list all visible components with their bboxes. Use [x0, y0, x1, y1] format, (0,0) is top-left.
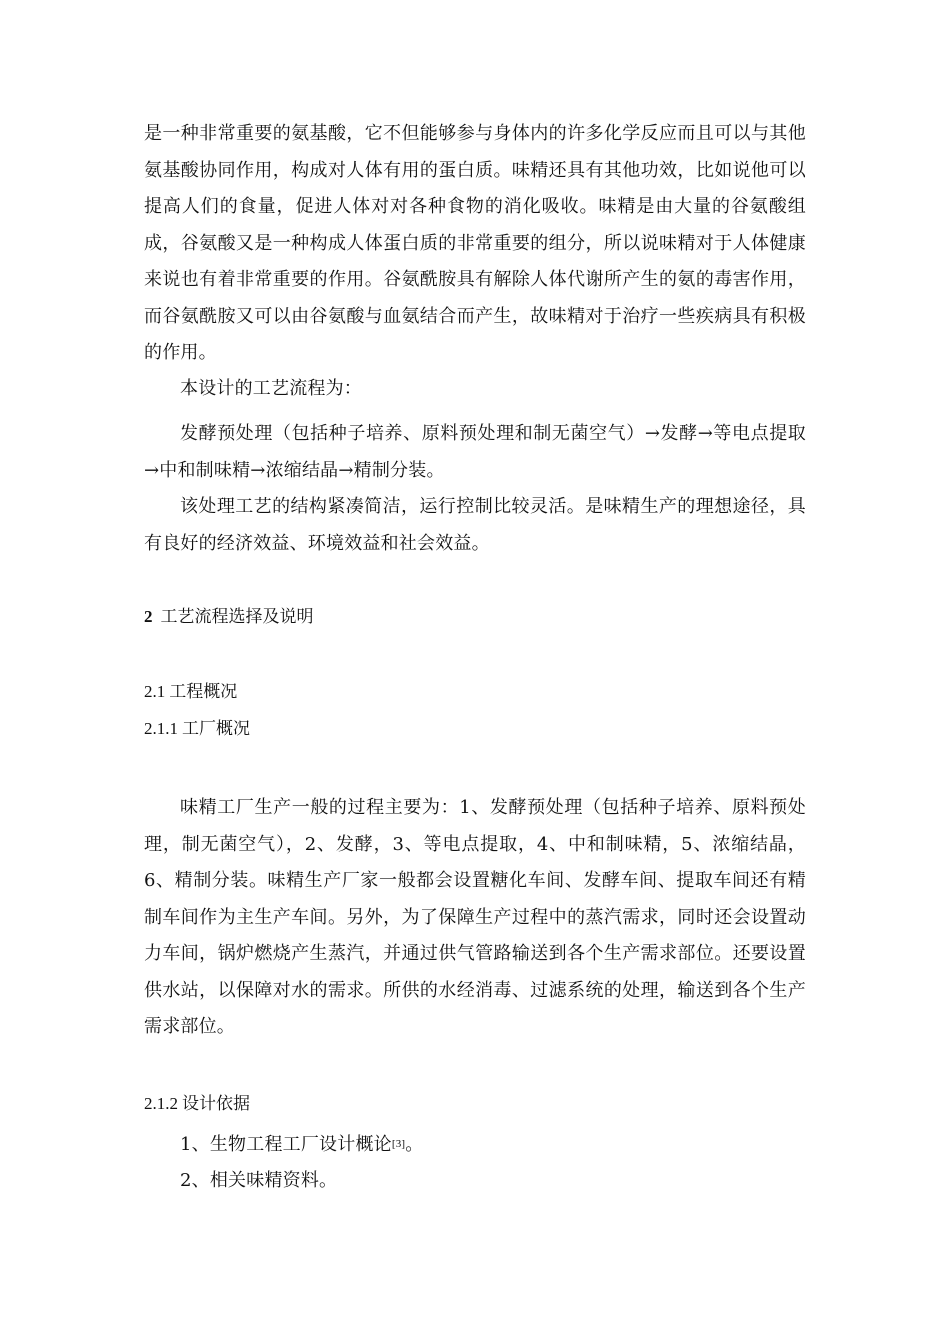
section-2-1-2-title: 设计依据: [182, 1094, 250, 1114]
section-2-1-1-heading: [144, 717, 250, 741]
process-flow: 发酵预处理（包括种子培养、原料预处理和制无菌空气）→发酵→等电点提取→中和制味精→浓缩结晶→精制分装。: [144, 423, 806, 481]
process-summary: 该处理工艺的结构紧凑简洁，运行控制比较灵活。是味精生产的理想途径，具有良好的经济效益、环境效益和社会效益。: [144, 496, 806, 554]
section-2-1-title: 工程概况: [169, 682, 238, 702]
citation-ref: [3]: [391, 1138, 406, 1150]
factory-paragraph: 味精工厂生产一般的过程主要为：1、发酵预处理（包括种子培养、原料预处理，制无菌空气），2、发酵，3、等电点提取，4、中和制味精，5、浓缩结晶，6、精制分装。味精生产厂家一般都会设置糖化车间、发酵车间、提取车间还有精制车间作为主生产车间。另外，为了保障生产过程中的蒸汽需求，同时还会设置动力车间，锅炉燃烧产生蒸汽，并通过供气管路输送到各个生产需求部位。还要设置供水站，以保障对水的需求。所供的水经消毒、过滤系统的处理，输送到各个生产需求部位。: [144, 797, 806, 1037]
section-2-1-2-heading: [144, 1092, 250, 1116]
section-2-1-number: 2.1: [144, 682, 166, 701]
section-2-number: 2: [144, 607, 153, 626]
section-2-heading: [144, 605, 314, 629]
section-2-1-2-number: 2.1.2: [144, 1094, 178, 1113]
section-2-1-1-title: 工厂概况: [182, 719, 250, 739]
basis-item-2: 2、相关味精资料。: [180, 1170, 338, 1191]
section-2-title: 工艺流程选择及说明: [160, 607, 314, 627]
basis-item-1: [144, 1126, 806, 1164]
basis-item-1-tail: 。: [405, 1134, 424, 1155]
intro-paragraph: 是一种非常重要的氨基酸，它不但能够参与身体内的许多化学反应而且可以与其他氨基酸协同作用，构成对人体有用的蛋白质。味精还具有其他功效，比如说他可以提高人们的食量，促进人体对对各种食物的消化吸收。味精是由大量的谷氨酸组成，谷氨酸又是一种构成人体蛋白质的非常重要的组分，所以说味精对于人体健康来说也有着非常重要的作用。谷氨酰胺具有解除人体代谢所产生的氨的毒害作用，而谷氨酰胺又可以由谷氨酸与血氨结合而产生，故味精对于治疗一些疾病具有积极的作用。: [144, 123, 806, 363]
basis-item-1-text: 1、生物工程工厂设计概论: [180, 1134, 392, 1155]
process-intro: 本设计的工艺流程为：: [180, 378, 362, 399]
section-2-1-1-number: 2.1.1: [144, 719, 178, 738]
section-2-1-heading: [144, 680, 237, 704]
